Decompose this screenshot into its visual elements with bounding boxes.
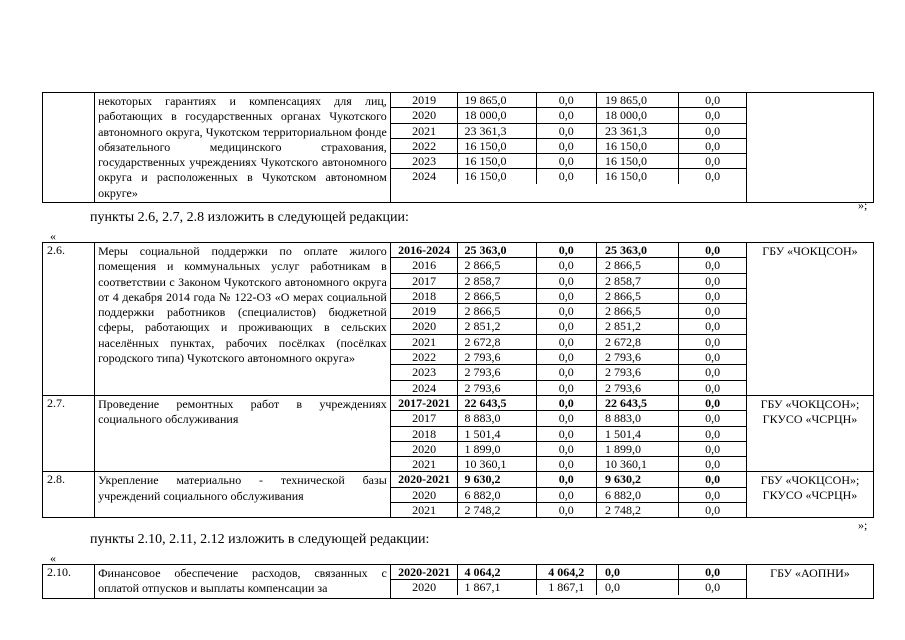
row-number-empty [43, 93, 95, 203]
table-row [391, 396, 746, 411]
table-row [391, 365, 746, 380]
year-cell: 2021 [391, 334, 458, 349]
table-items-2-10 [42, 564, 874, 599]
values-subtable [391, 396, 746, 471]
year-cell: 2020-2021 [391, 472, 458, 487]
year-cell: 2018 [391, 426, 458, 441]
value-cell: 0,0 [536, 350, 596, 365]
value-cell: 0,0 [679, 350, 746, 365]
description-text: некоторых гарантиях и компенсациях для лиц, работающих в государственных органах Чукотского автономного округа, Чукотском территориальном фонде обязательного медицинского страхования, государственных учреждениях Чукотского автономного округа и расположенных в Чукотском автономном округе» [98, 94, 387, 200]
year-cell: 2022 [391, 138, 458, 153]
table-continued [42, 92, 874, 203]
values-subtable [391, 565, 746, 595]
table-row [391, 93, 746, 108]
table-row [391, 154, 746, 169]
value-cell: 2 858,7 [596, 273, 678, 288]
value-cell: 0,0 [679, 334, 746, 349]
organization-cell: ГБУ «ЧОКЦСОН» [746, 243, 873, 396]
description-text: Меры социальной поддержки по оплате жилого помещения и коммунальных услуг работникам в соответствии с Законом Чукотского автономного округа от 4 декабря 2014 года № 122-ОЗ «О мерах социальной поддержки работников (специалистов) бюджетной сферы, работающих и проживающих в сельских населённых пунктах, рабочих посёлках (посёлках городского типа) Чукотского автономного округа» [98, 244, 387, 366]
value-cell: 19 865,0 [596, 93, 678, 108]
value-cell: 0,0 [679, 108, 746, 123]
year-cell: 2023 [391, 154, 458, 169]
description-cell [95, 243, 391, 396]
value-cell: 0,0 [536, 396, 596, 411]
table-row [391, 441, 746, 456]
value-cell: 0,0 [536, 258, 596, 273]
total-cell: 16 150,0 [458, 154, 536, 169]
total-cell: 18 000,0 [458, 108, 536, 123]
table-row [391, 487, 746, 502]
value-cell: 0,0 [596, 580, 678, 595]
table-row [391, 426, 746, 441]
total-cell: 2 748,2 [458, 503, 536, 518]
item-row [43, 472, 874, 518]
value-cell: 0,0 [536, 503, 596, 518]
total-cell: 1 867,1 [458, 580, 536, 595]
year-cell: 2020 [391, 580, 458, 595]
total-cell: 2 866,5 [458, 304, 536, 319]
value-cell: 0,0 [679, 472, 746, 487]
values-grid [390, 93, 746, 203]
value-cell: 0,0 [536, 243, 596, 258]
table-row [391, 108, 746, 123]
value-cell: 0,0 [536, 169, 596, 184]
year-cell: 2016-2024 [391, 243, 458, 258]
value-cell: 2 793,6 [596, 380, 678, 395]
value-cell: 0,0 [536, 108, 596, 123]
year-cell: 2018 [391, 288, 458, 303]
year-cell: 2021 [391, 457, 458, 472]
table-row [391, 380, 746, 395]
item-number: 2.6. [43, 243, 95, 396]
total-cell: 16 150,0 [458, 138, 536, 153]
year-cell: 2024 [391, 380, 458, 395]
value-cell: 0,0 [679, 273, 746, 288]
total-cell: 2 858,7 [458, 273, 536, 288]
year-cell: 2020-2021 [391, 565, 458, 580]
total-cell: 22 643,5 [458, 396, 536, 411]
description-cell [95, 565, 391, 599]
item-row [43, 395, 874, 471]
year-cell: 2020 [391, 319, 458, 334]
year-cell: 2021 [391, 503, 458, 518]
total-cell: 2 866,5 [458, 288, 536, 303]
table-row [391, 503, 746, 518]
description-text: Финансовое обеспечение расходов, связанных с оплатой отпусков и выплаты компенсации за [98, 566, 387, 596]
value-cell: 1 501,4 [596, 426, 678, 441]
year-cell: 2020 [391, 487, 458, 502]
total-cell: 2 793,6 [458, 365, 536, 380]
value-cell: 0,0 [679, 258, 746, 273]
table-row [391, 565, 746, 580]
value-cell: 16 150,0 [596, 169, 678, 184]
value-cell: 0,0 [596, 565, 678, 580]
year-cell: 2023 [391, 365, 458, 380]
table-row [391, 411, 746, 426]
value-cell: 2 851,2 [596, 319, 678, 334]
value-cell: 6 882,0 [596, 487, 678, 502]
total-cell: 16 150,0 [458, 169, 536, 184]
table-row [391, 288, 746, 303]
value-cell: 0,0 [679, 93, 746, 108]
organization-cell: ГБУ «ЧОКЦСОН»; ГКУСО «ЧСРЦН» [746, 472, 873, 518]
values-grid [390, 472, 746, 518]
description-cell [95, 472, 391, 518]
table-row [391, 319, 746, 334]
value-cell: 0,0 [679, 288, 746, 303]
value-cell: 0,0 [705, 169, 721, 184]
value-cell: 16 150,0 [596, 138, 678, 153]
organization-cell-empty [746, 93, 873, 203]
table-row [391, 350, 746, 365]
total-cell: 19 865,0 [458, 93, 536, 108]
value-cell: 0,0 [536, 380, 596, 395]
open-quote: « [50, 551, 56, 565]
total-cell: 25 363,0 [458, 243, 536, 258]
value-cell: 2 866,5 [596, 288, 678, 303]
table-row [391, 123, 746, 138]
value-cell: 0,0 [536, 123, 596, 138]
value-cell: 0,0 [536, 288, 596, 303]
value-cell: 9 630,2 [596, 472, 678, 487]
value-cell: 18 000,0 [596, 108, 678, 123]
year-cell: 2020 [391, 108, 458, 123]
description-cell [95, 93, 391, 203]
table-row [391, 580, 746, 595]
value-cell: 0,0 [679, 138, 746, 153]
table-row [391, 138, 746, 153]
table-row [391, 169, 746, 184]
value-cell: 0,0 [536, 304, 596, 319]
value-cell: 0,0 [705, 503, 721, 518]
year-cell: 2019 [391, 93, 458, 108]
year-cell: 2021 [391, 123, 458, 138]
table-row [391, 472, 746, 487]
item-row [43, 243, 874, 396]
value-cell: 1 899,0 [596, 441, 678, 456]
value-cell: 0,0 [679, 426, 746, 441]
value-cell: 23 361,3 [596, 123, 678, 138]
value-cell: 0,0 [536, 138, 596, 153]
value-cell: 0,0 [679, 487, 746, 502]
value-cell: 16 150,0 [596, 154, 678, 169]
table-row [391, 457, 746, 472]
total-cell: 8 883,0 [458, 411, 536, 426]
value-cell: 0,0 [536, 426, 596, 441]
value-cell: 0,0 [679, 304, 746, 319]
value-cell: 0,0 [679, 565, 746, 580]
value-cell: 0,0 [679, 365, 746, 380]
value-cell: 0,0 [679, 154, 746, 169]
value-cell: 0,0 [679, 396, 746, 411]
value-cell: 0,0 [679, 243, 746, 258]
year-cell: 2022 [391, 350, 458, 365]
value-cell: 25 363,0 [596, 243, 678, 258]
item-row [43, 565, 874, 599]
total-cell: 2 793,6 [458, 380, 536, 395]
end-quote: »; [858, 198, 868, 212]
total-cell: 2 866,5 [458, 258, 536, 273]
values-subtable [391, 93, 746, 184]
value-cell: 0,0 [679, 319, 746, 334]
total-cell: 9 630,2 [458, 472, 536, 487]
value-cell: 0,0 [536, 154, 596, 169]
instruction-paragraph-2: пункты 2.10, 2.11, 2.12 изложить в следующей редакции: [90, 532, 430, 547]
values-grid [390, 565, 746, 599]
total-cell: 2 793,6 [458, 350, 536, 365]
value-cell: 10 360,1 [596, 457, 678, 472]
value-cell: 2 748,2 [596, 503, 678, 518]
total-cell: 23 361,3 [458, 123, 536, 138]
values-subtable [391, 472, 746, 517]
value-cell: 2 866,5 [596, 258, 678, 273]
end-quote: »; [858, 518, 868, 532]
value-cell: 0,0 [536, 273, 596, 288]
year-cell: 2017 [391, 273, 458, 288]
value-cell: 0,0 [679, 123, 746, 138]
table-row [391, 258, 746, 273]
value-cell: 0,0 [536, 365, 596, 380]
total-cell: 2 672,8 [458, 334, 536, 349]
total-cell: 4 064,2 [458, 565, 536, 580]
total-cell: 6 882,0 [458, 487, 536, 502]
value-cell: 0,0 [536, 457, 596, 472]
value-cell: 22 643,5 [596, 396, 678, 411]
total-cell: 1 899,0 [458, 441, 536, 456]
total-cell: 1 501,4 [458, 426, 536, 441]
value-cell: 0,0 [536, 93, 596, 108]
value-cell: 0,0 [705, 457, 721, 472]
table-items-2-6-2-8 [42, 242, 874, 518]
instruction-paragraph-1: пункты 2.6, 2.7, 2.8 изложить в следующей редакции: [90, 210, 409, 225]
value-cell: 0,0 [705, 580, 721, 595]
total-cell: 2 851,2 [458, 319, 536, 334]
value-cell: 2 793,6 [596, 350, 678, 365]
year-cell: 2016 [391, 258, 458, 273]
year-cell: 2019 [391, 304, 458, 319]
value-cell: 1 867,1 [536, 580, 596, 595]
organization-cell: ГБУ «ЧОКЦСОН»; ГКУСО «ЧСРЦН» [746, 395, 873, 471]
value-cell: 0,0 [679, 441, 746, 456]
value-cell: 2 793,6 [596, 365, 678, 380]
value-cell: 0,0 [536, 319, 596, 334]
value-cell: 2 672,8 [596, 334, 678, 349]
values-grid [390, 395, 746, 471]
value-cell: 0,0 [679, 411, 746, 426]
year-cell: 2024 [391, 169, 458, 184]
value-cell: 2 866,5 [596, 304, 678, 319]
value-cell: 8 883,0 [596, 411, 678, 426]
table-row [391, 273, 746, 288]
value-cell: 0,0 [536, 334, 596, 349]
year-cell: 2020 [391, 441, 458, 456]
table-row [391, 243, 746, 258]
values-grid [390, 243, 746, 396]
year-cell: 2017-2021 [391, 396, 458, 411]
description-cell [95, 395, 391, 471]
year-cell: 2017 [391, 411, 458, 426]
value-cell: 0,0 [536, 411, 596, 426]
value-cell: 0,0 [536, 487, 596, 502]
item-number: 2.10. [43, 565, 95, 599]
value-cell: 0,0 [536, 472, 596, 487]
value-cell: 0,0 [536, 441, 596, 456]
value-cell: 4 064,2 [536, 565, 596, 580]
item-number: 2.7. [43, 395, 95, 471]
values-subtable [391, 243, 746, 395]
description-text: Проведение ремонтных работ в учреждениях социального обслуживания [98, 396, 387, 427]
table-row [391, 334, 746, 349]
item-number: 2.8. [43, 472, 95, 518]
table-row [391, 304, 746, 319]
organization-cell: ГБУ «АОПНИ» [746, 565, 873, 599]
total-cell: 10 360,1 [458, 457, 536, 472]
value-cell: 0,0 [705, 380, 721, 395]
description-text: Укрепление материально - технической базы учреждений социального обслуживания [98, 473, 387, 503]
open-quote: « [50, 229, 56, 243]
